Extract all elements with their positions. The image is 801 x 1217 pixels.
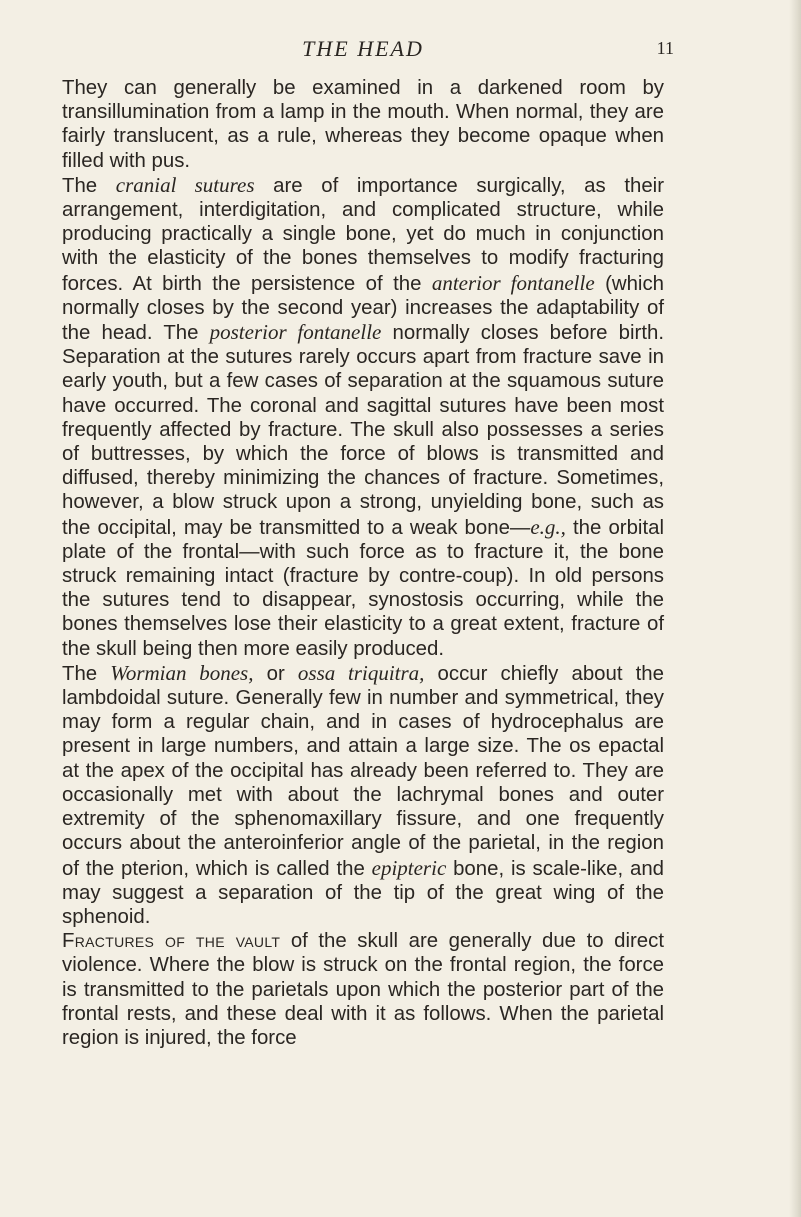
paragraph bbox=[62, 929, 664, 1050]
text-run: (which normally closes by the second year) increases the adaptability of the head. The bbox=[62, 272, 664, 345]
italic-term: ossa triquitra, bbox=[297, 660, 425, 685]
paragraph bbox=[62, 661, 664, 929]
running-head: THE HEAD bbox=[302, 36, 424, 61]
page-number: 11 bbox=[656, 38, 674, 58]
text-run: The bbox=[62, 662, 111, 685]
text-run: of the skull are generally due to direct violence. Where the blow is struck on the frontal region, the force is transmitted to the parietals upon which the posterior part of the frontal rests, and these deal with it as follows. When the parietal region is injured, the force bbox=[62, 930, 665, 1049]
text-run: They can generally be examined in a darkened room by transillumination from a lamp in the mouth. When normal, they are fairly translucent, as a rule, whereas they become opaque when filled with pus. bbox=[62, 77, 664, 172]
italic-term: anterior fontanelle bbox=[431, 270, 595, 295]
text-run: normally closes before birth. Separation at the sutures rarely occurs apart from fracture save in early youth, but a few cases of separation at the squamous suture have occurred. The coronal and sagittal sutures have been most frequently affected by fracture. The skull also possesses a series of buttresses, by which the force of blows is transmitted and diffused, thereby minimizing the chances of fracture. Sometimes, however, a blow struck upon a strong, unyielding bone, such as the occipital, may be transmitted to a weak bone— bbox=[62, 322, 664, 539]
paragraph bbox=[62, 173, 664, 661]
book-page bbox=[62, 0, 674, 1050]
text-run: The bbox=[62, 174, 116, 197]
text-run: bone, is scale-like, and may suggest a separation of the tip of the great wing of the sphenoid. bbox=[62, 857, 664, 928]
italic-term: posterior fontanelle bbox=[209, 320, 382, 345]
paragraph bbox=[62, 76, 664, 173]
page-edge-shadow bbox=[789, 0, 801, 1217]
italic-term: epipteric bbox=[371, 855, 447, 880]
page-header bbox=[62, 0, 674, 76]
text-run: are of importance surgically, as their arrangement, interdigitation, and complicated structure, while producing practically a single bone, yet do much in conjunction with the elasticity of the bones themselves to modify fracturing forces. At birth the persistence of the bbox=[62, 174, 664, 295]
body-text bbox=[62, 76, 664, 1050]
italic-term: Wormian bones, bbox=[110, 660, 254, 685]
text-run: the orbital plate of the frontal—with such force as to fracture it, the bone struck remaining intact (fracture by contre-coup). In old persons the sutures tend to disappear, synostosis occurring, while the bones themselves lose their elasticity to a great extent, fracture of the skull being then more easily produced. bbox=[62, 516, 664, 660]
text-run: occur chiefly about the lambdoidal suture. Generally few in number and symmetrical, they may form a regular chain, and in cases of hydrocephalus are present in large numbers, and attain a large size. The os epactal at the apex of the occipital has already been referred to. They are occasionally met with about the lachrymal bones and outer extremity of the sphenomaxillary fissure, and one frequently occurs about the anteroinferior angle of the parietal, in the region of the pterion, which is called the bbox=[62, 662, 664, 880]
italic-term: e.g., bbox=[530, 514, 566, 539]
text-run: or bbox=[253, 662, 298, 685]
italic-term: cranial sutures bbox=[115, 172, 255, 197]
section-lead-in: Fractures of the vault bbox=[62, 930, 281, 953]
